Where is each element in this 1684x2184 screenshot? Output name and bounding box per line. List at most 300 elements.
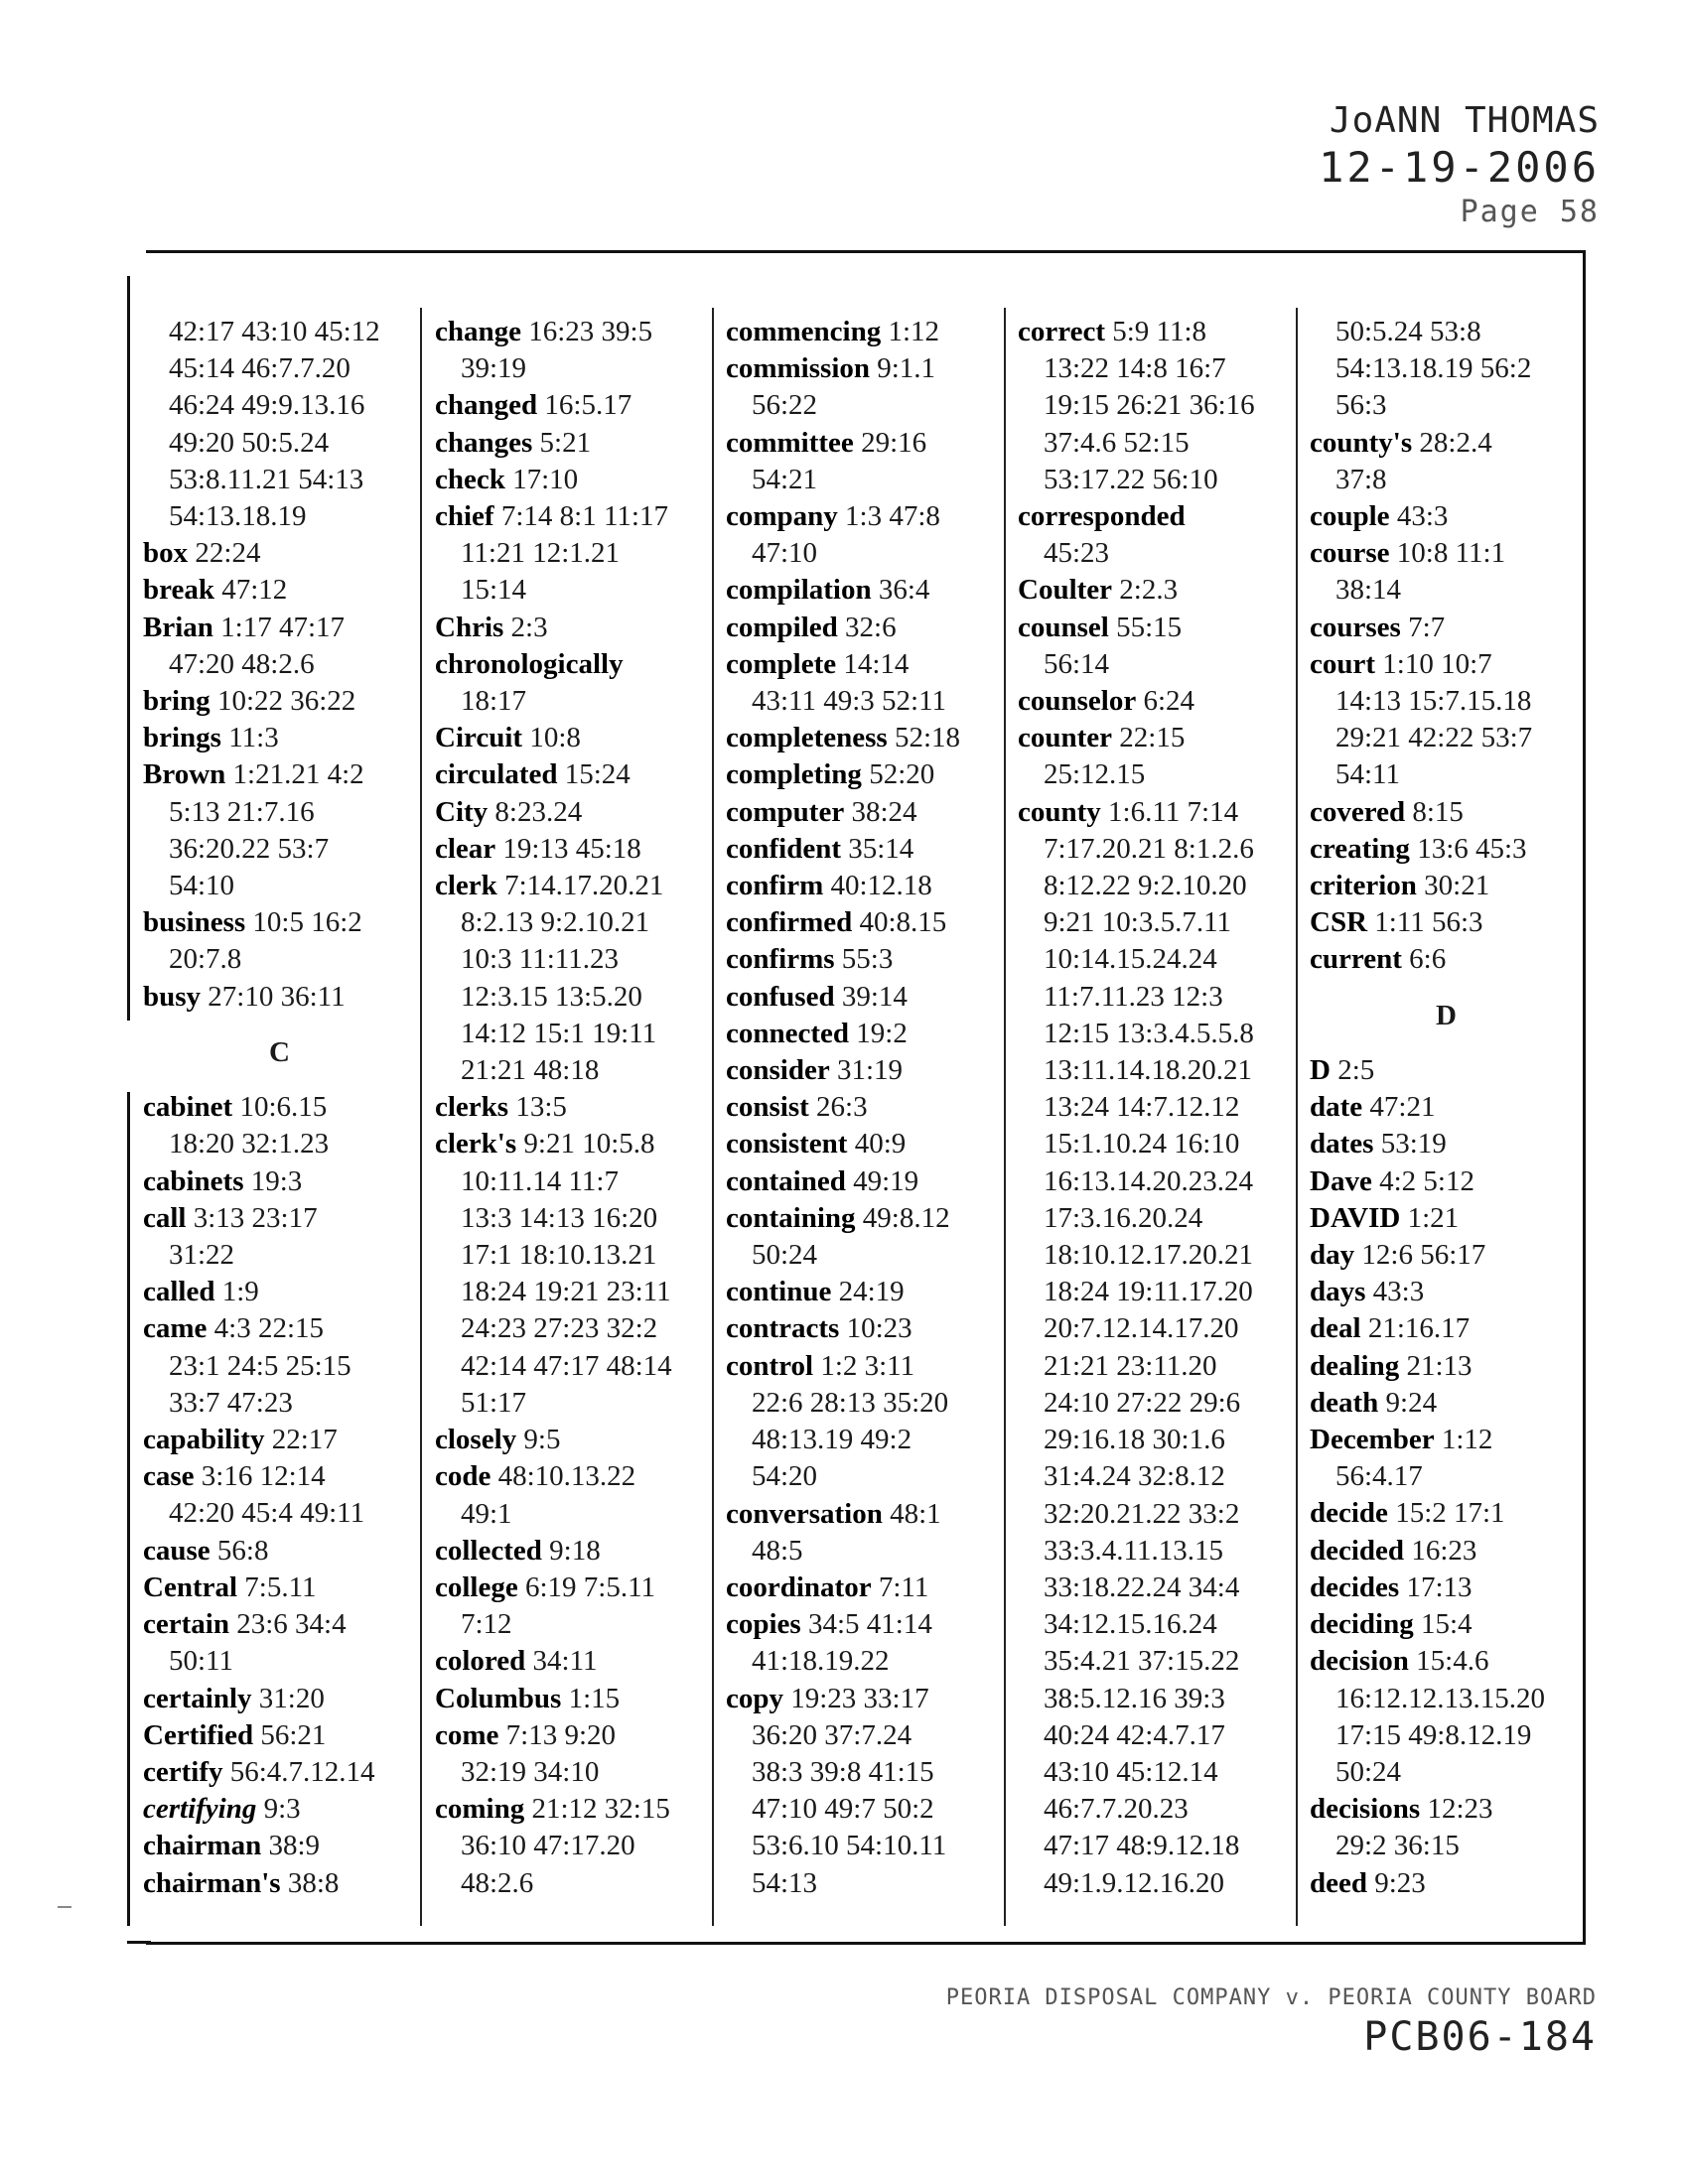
index-entry bbox=[1310, 498, 1583, 535]
index-term: Coulter bbox=[1018, 574, 1113, 607]
index-entry bbox=[143, 610, 416, 646]
index-term: consistent bbox=[726, 1128, 848, 1160]
page-line-refs-continued: 48:2.6 bbox=[461, 1866, 534, 1899]
index-term: dealing bbox=[1310, 1349, 1400, 1382]
page-line-refs-continued: 54:21 bbox=[752, 463, 818, 495]
index-term: DAVID bbox=[1310, 1201, 1401, 1234]
page-line-refs-continued: 33:7 47:23 bbox=[169, 1386, 293, 1419]
page-line-refs: 38:8 bbox=[287, 1866, 340, 1899]
index-term: confident bbox=[726, 832, 841, 865]
index-term: Dave bbox=[1310, 1164, 1372, 1197]
page-line-refs-continued: 49:1 bbox=[461, 1497, 512, 1530]
index-term: day bbox=[1310, 1239, 1355, 1272]
index-entry bbox=[435, 610, 708, 646]
index-term: current bbox=[1310, 943, 1402, 976]
index-term: deciding bbox=[1310, 1608, 1414, 1641]
page-line-refs-continued: 17:3.16.20.24 bbox=[1044, 1201, 1203, 1234]
page-line-refs: 6:6 bbox=[1409, 943, 1447, 976]
page-line-refs: 56:4.7.12.14 bbox=[229, 1755, 375, 1788]
index-term: confused bbox=[726, 980, 835, 1013]
index-term: dates bbox=[1310, 1128, 1374, 1160]
index-term: covered bbox=[1310, 795, 1406, 828]
page-footer bbox=[946, 1985, 1597, 2060]
index-term: Circuit bbox=[435, 722, 523, 754]
page-line-refs-continued: 47:10 49:7 50:2 bbox=[752, 1793, 934, 1826]
page-line-refs-continued: 32:20.21.22 33:2 bbox=[1044, 1497, 1240, 1530]
index-term: clerk's bbox=[435, 1128, 517, 1160]
case-caption: PEORIA DISPOSAL COMPANY v. PEORIA COUNTY BOARD bbox=[945, 1985, 1597, 2010]
index-entry bbox=[1310, 1865, 1583, 1902]
page-line-refs-continued: 51:17 bbox=[461, 1386, 527, 1419]
index-term: colored bbox=[435, 1645, 526, 1678]
index-term: court bbox=[1310, 647, 1376, 680]
deposition-date: 12-19-2006 bbox=[1319, 143, 1600, 192]
page-line-refs-continued: 37:8 bbox=[1335, 463, 1387, 495]
index-entry bbox=[1310, 610, 1583, 646]
page-line-refs: 2:2.3 bbox=[1119, 574, 1179, 607]
page-line-refs: 9:3 bbox=[263, 1793, 301, 1826]
page-line-refs: 2:3 bbox=[510, 611, 548, 643]
page-line-refs: 1:2 3:11 bbox=[820, 1349, 915, 1382]
index-term: decision bbox=[1310, 1645, 1409, 1678]
index-entry bbox=[143, 1606, 416, 1643]
index-term: counselor bbox=[1018, 685, 1137, 718]
index-entry bbox=[726, 1089, 999, 1126]
page-line-refs: 16:5.17 bbox=[544, 389, 632, 422]
page-line-refs-continued: 36:20.22 53:7 bbox=[169, 832, 330, 865]
index-entry bbox=[435, 1422, 708, 1458]
page-line-refs-continued: 42:14 47:17 48:14 bbox=[461, 1349, 672, 1382]
index-entry bbox=[726, 1681, 999, 1717]
index-term: cabinets bbox=[143, 1164, 244, 1197]
index-term: cabinet bbox=[143, 1091, 233, 1124]
index-term: City bbox=[435, 795, 489, 828]
page-line-refs: 52:18 bbox=[894, 722, 960, 754]
index-term: days bbox=[1310, 1276, 1366, 1308]
page-line-refs-continued: 54:10 bbox=[169, 870, 235, 902]
page-line-refs-continued: 14:13 15:7.15.18 bbox=[1335, 685, 1532, 718]
index-entry bbox=[726, 1052, 999, 1089]
index-entry bbox=[143, 720, 416, 756]
page-line-refs-continued: 50:11 bbox=[169, 1645, 233, 1678]
page-line-refs-continued: 34:12.15.16.24 bbox=[1044, 1608, 1217, 1641]
index-entry bbox=[1310, 1791, 1583, 1828]
page-line-refs: 10:8 bbox=[529, 722, 581, 754]
page-line-refs: 19:2 bbox=[856, 1017, 908, 1049]
index-term: decides bbox=[1310, 1570, 1400, 1603]
index-term: connected bbox=[726, 1017, 850, 1049]
index-term: copy bbox=[726, 1682, 783, 1714]
index-term: collected bbox=[435, 1534, 542, 1567]
page-line-refs: 24:19 bbox=[838, 1276, 905, 1308]
page-line-refs: 36:4 bbox=[878, 574, 930, 607]
index-entry bbox=[1310, 1310, 1583, 1347]
page-line-refs: 9:23 bbox=[1374, 1866, 1426, 1899]
index-entry bbox=[1310, 1126, 1583, 1162]
page-line-refs: 55:15 bbox=[1116, 611, 1183, 643]
page-line-refs: 3:16 12:14 bbox=[201, 1460, 326, 1493]
index-entry bbox=[1310, 868, 1583, 904]
page-line-refs-continued: 47:17 48:9.12.18 bbox=[1044, 1830, 1240, 1862]
index-term: call bbox=[143, 1201, 187, 1234]
index-entry bbox=[435, 425, 708, 462]
page-header bbox=[1319, 99, 1600, 232]
page-line-refs: 5:9 11:8 bbox=[1112, 316, 1207, 347]
page-line-refs: 23:6 34:4 bbox=[236, 1608, 347, 1641]
page-line-refs-continued: 39:19 bbox=[461, 352, 527, 385]
page-line-refs: 1:12 bbox=[1441, 1424, 1493, 1456]
index-term: confirmed bbox=[726, 906, 853, 939]
page-line-refs-continued: 29:16.18 30:1.6 bbox=[1044, 1424, 1225, 1456]
index-entry bbox=[143, 1681, 416, 1717]
index-term: chairman's bbox=[143, 1866, 281, 1899]
page-line-refs: 38:9 bbox=[268, 1830, 321, 1862]
page-line-refs-continued: 32:19 34:10 bbox=[461, 1755, 600, 1788]
column-divider bbox=[1296, 308, 1298, 1926]
page-line-refs-continued: 53:8.11.21 54:13 bbox=[169, 463, 364, 495]
index-term: county bbox=[1018, 795, 1101, 828]
column-divider bbox=[420, 308, 422, 1926]
page-line-refs: 15:24 bbox=[564, 758, 631, 791]
index-entry bbox=[435, 462, 708, 498]
index-entry bbox=[1310, 1385, 1583, 1422]
page-line-refs: 48:1 bbox=[890, 1497, 941, 1530]
page-line-refs: 16:23 39:5 bbox=[528, 316, 653, 347]
index-term: commencing bbox=[726, 316, 882, 347]
page-line-refs-continued: 54:13.18.19 56:2 bbox=[1335, 352, 1532, 385]
page-line-refs-continued: 46:7.7.20.23 bbox=[1044, 1793, 1189, 1826]
page-line-refs: 10:23 bbox=[846, 1312, 912, 1345]
index-term: business bbox=[143, 906, 246, 939]
page-line-refs: 49:8.12 bbox=[862, 1201, 950, 1234]
index-entry bbox=[435, 1643, 708, 1680]
index-entry bbox=[143, 904, 416, 941]
index-term: committee bbox=[726, 426, 854, 459]
page-line-refs-continued: 14:12 15:1 19:11 bbox=[461, 1017, 657, 1049]
page-line-refs-continued: 25:12.15 bbox=[1044, 758, 1146, 791]
index-term: control bbox=[726, 1349, 814, 1382]
index-entry bbox=[435, 1126, 708, 1162]
page-line-refs: 10:8 11:1 bbox=[1396, 537, 1506, 570]
index-entry bbox=[1018, 498, 1291, 535]
page-line-refs-continued: 40:24 42:4.7.17 bbox=[1044, 1718, 1225, 1751]
index-entry bbox=[1018, 720, 1291, 756]
index-entry bbox=[1018, 610, 1291, 646]
index-term: courses bbox=[1310, 611, 1401, 643]
index-entry bbox=[143, 1200, 416, 1237]
index-term: coming bbox=[435, 1793, 525, 1826]
page-line-refs-continued: 43:10 45:12.14 bbox=[1044, 1755, 1218, 1788]
index-entry bbox=[1310, 1052, 1583, 1089]
index-entry bbox=[1018, 314, 1291, 350]
column-divider bbox=[1004, 308, 1006, 1926]
index-term: computer bbox=[726, 795, 845, 828]
frame-left-edge bbox=[127, 276, 130, 1021]
page-line-refs: 10:6.15 bbox=[239, 1091, 328, 1124]
page-line-refs-continued: 12:3.15 13:5.20 bbox=[461, 980, 642, 1013]
index-entry bbox=[726, 831, 999, 868]
page-line-refs: 40:12.18 bbox=[830, 870, 932, 902]
page-line-refs: 17:10 bbox=[512, 463, 579, 495]
page-line-refs: 9:18 bbox=[549, 1534, 601, 1567]
index-entry bbox=[726, 1496, 999, 1533]
page-line-refs: 48:10.13.22 bbox=[497, 1460, 636, 1493]
page-line-refs-continued: 48:13.19 49:2 bbox=[752, 1424, 912, 1456]
page-line-refs: 49:19 bbox=[853, 1164, 919, 1197]
index-term: course bbox=[1310, 537, 1390, 570]
index-entry bbox=[726, 868, 999, 904]
page-line-refs-continued: 8:12.22 9:2.10.20 bbox=[1044, 870, 1247, 902]
index-entry bbox=[143, 1422, 416, 1458]
index-term: changes bbox=[435, 426, 533, 459]
index-entry bbox=[726, 941, 999, 978]
index-term: contracts bbox=[726, 1312, 840, 1345]
index-entry bbox=[143, 1754, 416, 1791]
index-term: D bbox=[1310, 1054, 1331, 1087]
index-column-5 bbox=[1310, 314, 1583, 1902]
page-line-refs: 22:17 bbox=[271, 1424, 338, 1456]
index-entry bbox=[143, 535, 416, 572]
page-line-refs: 1:12 bbox=[888, 316, 940, 347]
page-line-refs-continued: 18:24 19:11.17.20 bbox=[1044, 1276, 1253, 1308]
page-line-refs: 6:19 7:5.11 bbox=[524, 1570, 656, 1603]
page-line-refs: 5:21 bbox=[539, 426, 592, 459]
page-line-refs: 38:24 bbox=[851, 795, 917, 828]
page-line-refs-continued: 56:3 bbox=[1335, 389, 1387, 422]
page-line-refs: 34:5 41:14 bbox=[807, 1608, 932, 1641]
index-entry bbox=[726, 1200, 999, 1237]
index-term: containing bbox=[726, 1201, 856, 1234]
page-line-refs-continued: 38:3 39:8 41:15 bbox=[752, 1755, 934, 1788]
page-line-refs-continued: 45:23 bbox=[1044, 537, 1110, 570]
page-line-refs: 21:13 bbox=[1406, 1349, 1473, 1382]
index-entry bbox=[1310, 1348, 1583, 1385]
index-entry bbox=[435, 756, 708, 793]
page-line-refs-continued: 8:2.13 9:2.10.21 bbox=[461, 906, 650, 939]
index-entry bbox=[435, 1570, 708, 1606]
index-entry bbox=[1310, 904, 1583, 941]
index-entry bbox=[435, 794, 708, 831]
page-line-refs-continued: 11:21 12:1.21 bbox=[461, 537, 621, 570]
page-line-refs: 9:5 bbox=[523, 1424, 561, 1456]
index-entry bbox=[726, 1310, 999, 1347]
index-term: busy bbox=[143, 980, 202, 1013]
index-entry bbox=[726, 572, 999, 609]
index-term: completeness bbox=[726, 722, 888, 754]
page-line-refs-continued: 36:10 47:17.20 bbox=[461, 1830, 635, 1862]
index-column-2 bbox=[435, 314, 708, 1902]
index-term: certifying bbox=[143, 1793, 257, 1826]
index-term: chronologically bbox=[435, 647, 624, 680]
page-line-refs: 13:6 45:3 bbox=[1417, 832, 1527, 865]
page-line-refs-continued: 10:11.14 11:7 bbox=[461, 1164, 619, 1197]
page-line-refs-continued: 15:14 bbox=[461, 574, 527, 607]
index-entry bbox=[726, 610, 999, 646]
page-line-refs: 1:9 bbox=[221, 1276, 259, 1308]
page-line-refs-continued: 22:6 28:13 35:20 bbox=[752, 1386, 949, 1419]
page-line-refs-continued: 33:18.22.24 34:4 bbox=[1044, 1570, 1240, 1603]
index-entry bbox=[1310, 1089, 1583, 1126]
index-term: conversation bbox=[726, 1497, 883, 1530]
page-line-refs-continued: 47:20 48:2.6 bbox=[169, 647, 315, 680]
index-entry bbox=[1018, 683, 1291, 720]
page-line-refs-continued: 54:13.18.19 bbox=[169, 500, 307, 533]
index-entry bbox=[143, 683, 416, 720]
page-line-refs-continued: 19:15 26:21 36:16 bbox=[1044, 389, 1255, 422]
index-entry bbox=[1310, 794, 1583, 831]
index-term: closely bbox=[435, 1424, 517, 1456]
index-entry bbox=[726, 425, 999, 462]
page-line-refs-continued: 53:17.22 56:10 bbox=[1044, 463, 1218, 495]
index-entry bbox=[726, 756, 999, 793]
index-term: brings bbox=[143, 722, 221, 754]
index-entry bbox=[726, 904, 999, 941]
page-line-refs-continued: 41:18.19.22 bbox=[752, 1645, 890, 1678]
index-entry bbox=[1310, 1570, 1583, 1606]
page-line-refs: 6:24 bbox=[1143, 685, 1195, 718]
page-line-refs: 47:12 bbox=[221, 574, 288, 607]
index-term: creating bbox=[1310, 832, 1410, 865]
page-line-refs: 1:3 47:8 bbox=[845, 500, 940, 533]
index-entry bbox=[726, 1126, 999, 1162]
index-entry bbox=[1310, 425, 1583, 462]
page-line-refs: 12:6 56:17 bbox=[1361, 1239, 1486, 1272]
page-line-refs: 53:19 bbox=[1380, 1128, 1447, 1160]
page-line-refs: 7:7 bbox=[1408, 611, 1446, 643]
page-line-refs: 30:21 bbox=[1424, 870, 1490, 902]
page-line-refs-continued: 10:3 11:11.23 bbox=[461, 943, 619, 976]
page-line-refs-continued: 7:17.20.21 8:1.2.6 bbox=[1044, 832, 1254, 865]
index-entry bbox=[1310, 1163, 1583, 1200]
page-line-refs: 9:21 10:5.8 bbox=[523, 1128, 655, 1160]
page-line-refs-continued: 56:22 bbox=[752, 389, 818, 422]
page-line-refs-continued: 18:20 32:1.23 bbox=[169, 1128, 330, 1160]
page-line-refs: 7:11 bbox=[878, 1570, 929, 1603]
index-term: CSR bbox=[1310, 906, 1368, 939]
page-line-refs-continued: 13:22 14:8 16:7 bbox=[1044, 352, 1226, 385]
index-term: Certified bbox=[143, 1718, 254, 1751]
page-line-refs: 28:2.4 bbox=[1419, 426, 1492, 459]
index-term: date bbox=[1310, 1091, 1363, 1124]
page-line-refs-continued: 21:21 48:18 bbox=[461, 1054, 600, 1087]
page-line-refs-continued: 45:14 46:7.7.20 bbox=[169, 352, 351, 385]
index-entry bbox=[143, 1570, 416, 1606]
page-line-refs-continued: 29:21 42:22 53:7 bbox=[1335, 722, 1533, 754]
page-line-refs: 13:5 bbox=[515, 1091, 567, 1124]
index-column-1 bbox=[143, 314, 416, 1902]
index-term: chairman bbox=[143, 1830, 262, 1862]
index-entry bbox=[435, 831, 708, 868]
frame-left-edge-lower bbox=[127, 1092, 130, 1926]
page-line-refs-continued: 16:12.12.13.15.20 bbox=[1335, 1682, 1546, 1714]
index-entry bbox=[726, 1163, 999, 1200]
index-entry bbox=[1310, 1643, 1583, 1680]
index-term: Central bbox=[143, 1570, 238, 1603]
index-entry bbox=[143, 1865, 416, 1902]
page-line-refs-continued: 5:13 21:7.16 bbox=[169, 795, 315, 828]
index-entry bbox=[1018, 794, 1291, 831]
page-line-refs: 4:3 22:15 bbox=[213, 1312, 325, 1345]
index-entry bbox=[435, 1681, 708, 1717]
index-entry bbox=[435, 1533, 708, 1570]
index-entry bbox=[1310, 941, 1583, 978]
page-line-refs: 47:21 bbox=[1369, 1091, 1436, 1124]
index-entry bbox=[143, 1717, 416, 1754]
index-term: change bbox=[435, 316, 521, 347]
page-line-refs: 1:6.11 7:14 bbox=[1108, 795, 1239, 828]
index-term: compilation bbox=[726, 574, 872, 607]
index-entry bbox=[726, 314, 999, 350]
page-line-refs: 31:19 bbox=[836, 1054, 904, 1087]
page-line-refs-continued: 13:3 14:13 16:20 bbox=[461, 1201, 658, 1234]
index-entry bbox=[143, 1791, 416, 1828]
page-line-refs-continued: 24:10 27:22 29:6 bbox=[1044, 1386, 1241, 1419]
index-term: deal bbox=[1310, 1312, 1361, 1345]
page-line-refs-continued: 17:1 18:10.13.21 bbox=[461, 1239, 657, 1272]
index-entry bbox=[143, 1163, 416, 1200]
page-line-refs: 39:14 bbox=[841, 980, 908, 1013]
index-term: contained bbox=[726, 1164, 846, 1197]
index-entry bbox=[143, 1458, 416, 1495]
page-line-refs-continued: 18:17 bbox=[461, 685, 527, 718]
page-line-refs-continued: 31:4.24 32:8.12 bbox=[1044, 1460, 1225, 1493]
index-entry bbox=[726, 1274, 999, 1310]
index-term: copies bbox=[726, 1608, 801, 1641]
index-term: clear bbox=[435, 832, 496, 865]
index-term: Chris bbox=[435, 611, 504, 643]
index-term: death bbox=[1310, 1386, 1379, 1419]
page-line-refs-continued: 46:24 49:9.13.16 bbox=[169, 389, 365, 422]
index-term: capability bbox=[143, 1424, 265, 1456]
index-entry bbox=[726, 1570, 999, 1606]
page-line-refs: 55:3 bbox=[841, 943, 894, 976]
page-line-refs: 22:24 bbox=[195, 537, 261, 570]
index-term: certainly bbox=[143, 1682, 252, 1714]
page-line-refs: 9:1.1 bbox=[877, 352, 936, 385]
page-line-refs: 19:13 45:18 bbox=[502, 832, 641, 865]
page-line-refs: 1:11 56:3 bbox=[1374, 906, 1483, 939]
index-term: changed bbox=[435, 389, 538, 422]
case-number: PCB06-184 bbox=[1363, 2014, 1597, 2060]
index-term: completing bbox=[726, 758, 862, 791]
page-line-refs: 40:8.15 bbox=[859, 906, 947, 939]
page-line-refs: 43:3 bbox=[1396, 500, 1449, 533]
page-line-refs-continued: 20:7.8 bbox=[169, 943, 242, 976]
index-term: Columbus bbox=[435, 1682, 562, 1714]
index-term: college bbox=[435, 1570, 518, 1603]
page-line-refs-continued: 18:10.12.17.20.21 bbox=[1044, 1239, 1254, 1272]
page-line-refs-continued: 12:15 13:3.4.5.5.8 bbox=[1044, 1017, 1254, 1049]
index-term: cause bbox=[143, 1534, 210, 1567]
page-line-refs-continued: 21:21 23:11.20 bbox=[1044, 1349, 1217, 1382]
page-line-refs-continued: 43:11 49:3 52:11 bbox=[752, 685, 947, 718]
index-term: decide bbox=[1310, 1497, 1388, 1530]
index-entry bbox=[435, 498, 708, 535]
index-entry bbox=[1310, 1495, 1583, 1532]
index-term: case bbox=[143, 1460, 195, 1493]
page-line-refs: 1:21.21 4:2 bbox=[232, 758, 364, 791]
margin-tick bbox=[58, 1906, 71, 1908]
page-line-refs: 14:14 bbox=[843, 647, 910, 680]
index-entry bbox=[435, 1458, 708, 1495]
page-line-refs-continued: 49:20 50:5.24 bbox=[169, 426, 330, 459]
page-line-refs-continued: 42:20 45:4 49:11 bbox=[169, 1497, 365, 1530]
witness-name: JoANN THOMAS bbox=[1329, 100, 1600, 141]
page-line-refs-continued: 56:4.17 bbox=[1335, 1460, 1423, 1493]
index-entry bbox=[726, 1606, 999, 1643]
page-line-refs: 1:10 10:7 bbox=[1382, 647, 1492, 680]
index-entry bbox=[1310, 1533, 1583, 1570]
